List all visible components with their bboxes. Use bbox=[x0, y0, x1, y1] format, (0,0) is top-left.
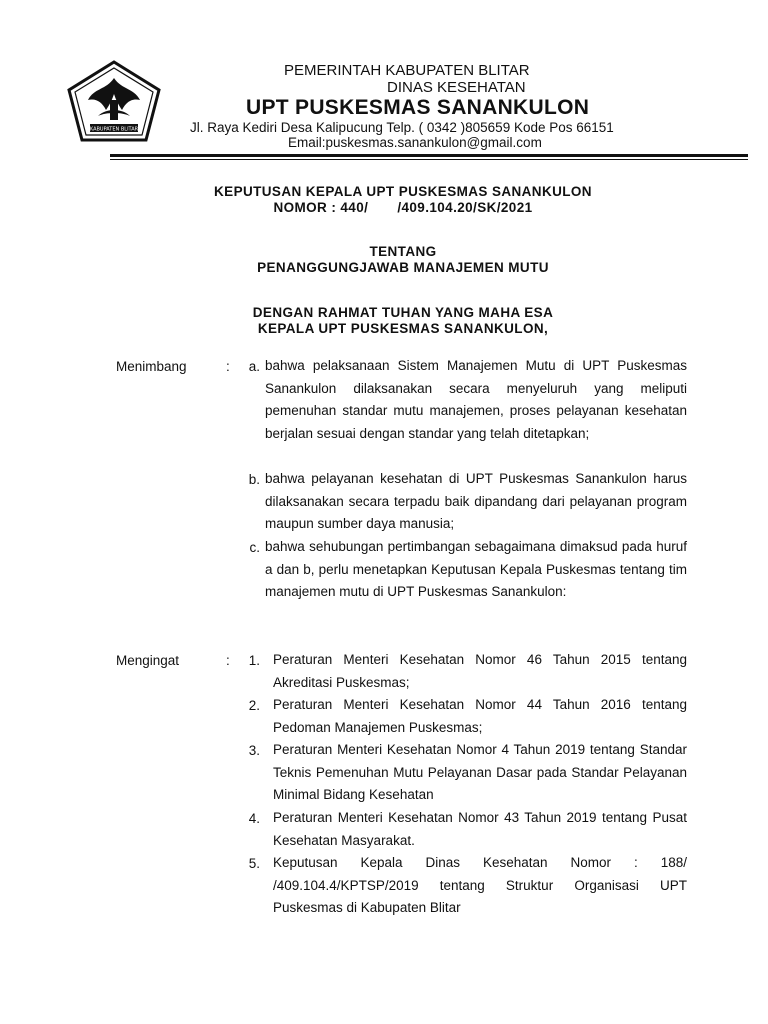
mengingat-item-2: Peraturan Menteri Kesehatan Nomor 44 Tahun 2016 tentang Pedoman Manajemen Puskesmas; bbox=[273, 697, 687, 735]
mengingat-item-3: Peraturan Menteri Kesehatan Nomor 4 Tahun 2019 tentang Standar Teknis Pemenuhan Mutu Pelayanan Dasar pada Standar Pelayanan Minimal Bidang Kesehatan bbox=[273, 742, 687, 802]
decree-title: KEPUTUSAN KEPALA UPT PUSKESMAS SANANKULON bbox=[214, 184, 592, 199]
decree-number: NOMOR : 440/ /409.104.20/SK/2021 bbox=[273, 200, 533, 215]
letterhead-divider bbox=[110, 154, 748, 157]
mengingat-marker-3: 3. bbox=[248, 743, 260, 758]
mengingat-marker-1: 1. bbox=[248, 653, 260, 668]
subject-text: PENANGGUNGJAWAB MANAJEMEN MUTU bbox=[257, 260, 549, 275]
menimbang-item-c: bahwa sehubungan pertimbangan sebagaimana dimaksud pada huruf a dan b, perlu menetapkan Keputusan Kepala Puskesmas tentang tim manajemen mutu di UPT Puskesmas Sanankulon: bbox=[265, 539, 687, 599]
letterhead-government: PEMERINTAH KABUPATEN BLITAR bbox=[284, 62, 530, 79]
letterhead-divider-thin bbox=[110, 159, 748, 160]
emblem-caption: KABUPATEN BLITAR bbox=[89, 126, 139, 133]
menimbang-colon: : bbox=[226, 359, 230, 374]
letterhead-email: Email:puskesmas.sanankulon@gmail.com bbox=[288, 135, 542, 150]
menimbang-marker-a: a. bbox=[248, 359, 260, 374]
menimbang-item-a: bahwa pelaksanaan Sistem Manajemen Mutu di UPT Puskesmas Sanankulon dilaksanakan secara menyeluruh yang meliputi pemenuhan standar mutu manajemen, proses pelayanan kesehatan berjalan sesuai dengan standar yang telah ditetapkan; bbox=[265, 358, 687, 441]
mengingat-marker-4: 4. bbox=[248, 811, 260, 826]
mengingat-item-5: Keputusan Kepala Dinas Kesehatan Nomor : 188/ /409.104.4/KPTSP/2019 tentang Struktur Organisasi UPT Puskesmas di Kabupaten Blitar bbox=[273, 855, 687, 915]
menimbang-item-b: bahwa pelayanan kesehatan di UPT Puskesmas Sanankulon harus dilaksanakan secara terpadu baik dipandang dari pelayanan program maupun sumber daya manusia; bbox=[265, 471, 687, 531]
mengingat-marker-5: 5. bbox=[248, 856, 260, 871]
menimbang-label: Menimbang bbox=[116, 359, 187, 374]
subject-label: TENTANG bbox=[369, 244, 437, 259]
mengingat-marker-2: 2. bbox=[248, 698, 260, 713]
letterhead-department: DINAS KESEHATAN bbox=[387, 79, 526, 96]
mengingat-label: Mengingat bbox=[116, 653, 180, 668]
kabupaten-blitar-emblem-icon bbox=[66, 60, 162, 142]
mengingat-item-4: Peraturan Menteri Kesehatan Nomor 43 Tahun 2019 tentang Pusat Kesehatan Masyarakat. bbox=[273, 810, 687, 848]
menimbang-marker-c: c. bbox=[249, 540, 260, 555]
preamble-line-2: KEPALA UPT PUSKESMAS SANANKULON, bbox=[257, 321, 549, 336]
mengingat-colon: : bbox=[226, 653, 230, 668]
letterhead-address: Jl. Raya Kediri Desa Kalipucung Telp. ( 0342 )805659 Kode Pos 66151 bbox=[190, 120, 614, 135]
menimbang-marker-b: b. bbox=[248, 472, 260, 487]
preamble-line-1: DENGAN RAHMAT TUHAN YANG MAHA ESA bbox=[252, 305, 554, 320]
mengingat-item-1: Peraturan Menteri Kesehatan Nomor 46 Tahun 2015 tentang Akreditasi Puskesmas; bbox=[273, 652, 687, 690]
letterhead-institution: UPT PUSKESMAS SANANKULON bbox=[246, 96, 590, 119]
